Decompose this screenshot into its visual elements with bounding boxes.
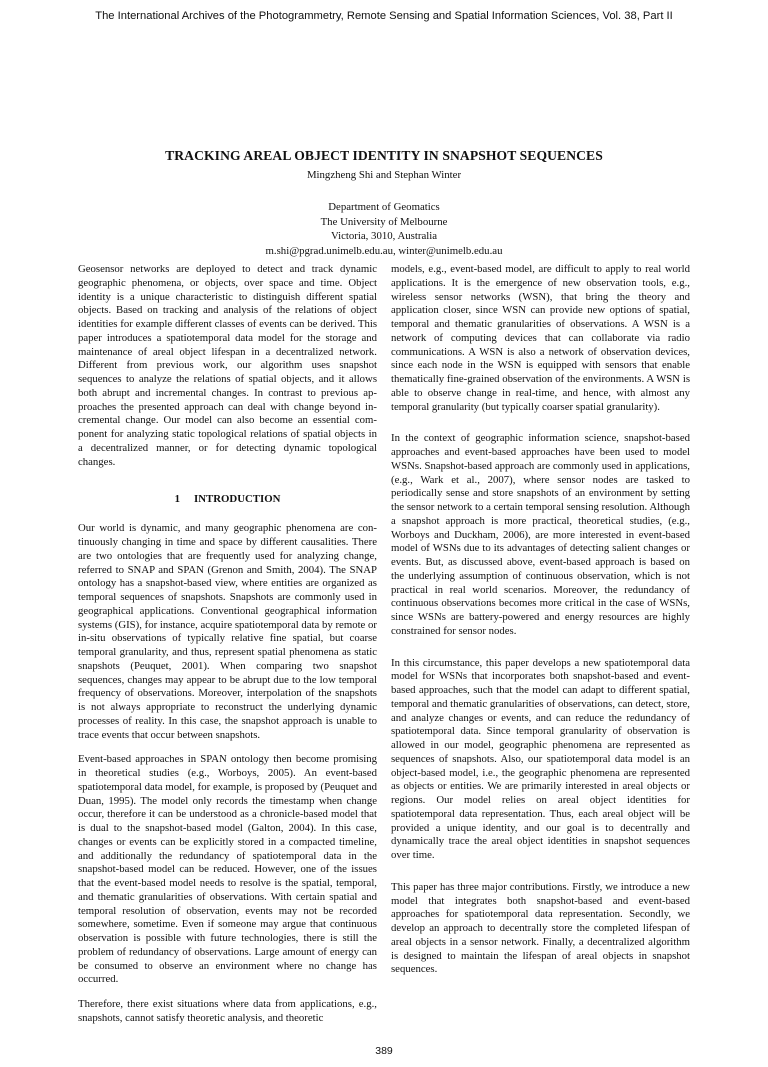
running-header: The International Archives of the Photogrammetry, Remote Sensing and Spatial Information Sciences, Vol. 38, Part II xyxy=(95,10,673,22)
affiliation-department: Department of Geomatics xyxy=(328,201,440,213)
intro-paragraph: In the context of geographic information science, snapshot-based approaches and event-based approaches have been used to model WSNs. Snapshot-based approach are commonly used in applications, (e.g., Wark et al., 2007), where sensor nodes are tasked to periodically sense and store snapshots of an environment by setting the sensor network to a certain temporal sensing resolution. Although a snapshot approach is more practical, theoretical studies, (e.g., Worboys and Duckham, 2006), are more interested in event-based model of WSNs due to its advantages of detecting salient changes or events. But, as discussed above, event-based approach is based on the underlying assumption of continuous observation, which is not practical in real world scenarios. Moreover, the redundancy of continuous observations becomes more critical in the case of WSNs, since WSNs are battery-powered and energy resources are highly constrained for sensor nodes. xyxy=(391,432,690,637)
affiliation-address: Victoria, 3010, Australia xyxy=(330,230,438,243)
paper-title: TRACKING AREAL OBJECT IDENTITY IN SNAPSHOT SEQUENCES xyxy=(165,148,603,163)
page-number: 389 xyxy=(375,1044,393,1057)
intro-paragraph: This paper has three major contributions. Firstly, we introduce a new model that integrates both snapshot-based and event-based approaches for spatiotemporal data representation. Secondly, we develop an approach to decentrally store the completed lifespan of areal objects in a sensor network. Finally, a decentralized algorithm is designed to maintain the lifespan of areal objects in snapshot sequences. xyxy=(391,880,690,976)
section-heading xyxy=(78,492,377,506)
intro-paragraph: Event-based approaches in SPAN ontology then become promising in theoretical studies (e.g., Worboys, 2005). An event-based spatiotemporal data model, for example, is proposed by (Peuquet and Duan, 1995). The model only records the timestamp when change occur, therefore it can be understood as a chronicle-based model that is dual to the snapshot-based model (Galton, 2004). In this case, changes or events can be explicitly stored in a compacted timeline, and additionally the redundancy of spatiotemporal data in the snapshot-based model can be reduced. However, one of the issues that the event-based model needs to resolve is the spatial, temporal, and thematic granularities of observations. With certain spatial and temporal resolution of observation, events may not be recorded somewhere, sometime. Even if someone may argue that continuous observation is possible with future technologies, there is still the problem of redundancy of observations. Large amount of energy can be consumed to observe an environment where no change has occurred. xyxy=(78,753,377,986)
left-column xyxy=(78,263,377,1037)
author-emails: m.shi@pgrad.unimelb.edu.au, winter@unimelb.edu.au xyxy=(265,244,503,257)
intro-paragraph: Therefore, there exist situations where data from applications, e.g., snapshots, cannot satisfy theoretic analysis, and theoretic xyxy=(78,998,377,1024)
abstract: Geosensor networks are deployed to detect and track dynamic geographic phenomena, or objects, over space and time. Object identity is a unique characteristic to distinguish different spatial objects. Based on tracking and analysis of the relations of object identities for example different classes of events can be derived. This paper introduces a spatiotemporal data model for the storage and maintenance of areal object lifespan in a decentralized network. Different from previous work, our algorithm uses snapshot sequences to analyze the relations of spatial objects, and it allows both abrupt and incremental changes. In contrast to previous approaches the presented approach can deal with change beyond incremental change. Our model can also become an essential component for analyzing static topological relations of spatial objects in a decentralized manner, or for detecting dynamic topological changes. xyxy=(78,263,377,468)
intro-paragraph: Our world is dynamic, and many geographic phenomena are continuously changing in time and space by different causalities. There are two ontologies that are frequently used for analyzing change, referred to SNAP and SPAN (Grenon and Smith, 2004). The SNAP ontology has a snapshot-based view, where entities are organized as temporal sequences of snapshots. Snapshots are commonly used in geographical applications. Conventional geographical information systems (GIS), for instance, acquire spatiotemporal data by remote or in-situ observations of typically relative fine spatial, but coarse temporal granularity, and thus, represent spatial phenomena as static snapshots (Peuquet, 2001). When comparing two snapshot sequences, changes may appear to be abrupt due to the low temporal frequency of observations. Moreover, interpolation of the snapshots is not always appropriate to reconstruct the underlying dynamic processes of reality. In this case, the snapshot approach is unable to trace events that occur between snapshots. xyxy=(78,522,377,741)
right-column xyxy=(391,263,690,1037)
affiliation-university: The University of Melbourne xyxy=(320,215,448,228)
intro-paragraph: models, e.g., event-based model, are difficult to apply to real world applications. It is the emergence of new observation tools, e.g., wireless sensor networks (WSN), that bring the theory and application closer, since WSN can provide new options of spatial, temporal and thematic granularities of observations. A WSN is a network of computing devices that can collaborate via radio communications. A WSN is also a network of observation devices, since each node in the WSN is equipped with sensors that enable thematically fine-grained observation of the environments. A WSN is able to observe change in real-time, and hence, with almost any temporal granularity (but typically coarser spatial granularity). xyxy=(391,263,690,413)
two-column-body xyxy=(0,263,768,1037)
intro-paragraph: In this circumstance, this paper develops a new spatiotemporal data model for WSNs that incorporates both snapshot-based and event-based approaches, such that the model can adapt to different spatial, temporal and thematic granularities of observations, can detect, store, and analyze changes or events, and can reduce the redundancy of spatiotemporal data. Since temporal granularity of observation is allowed in our model, geographic phenomena are represented as sequences of snapshots. Also, our spatiotemporal data model is an object-based model, i.e., the geographic phenomena are represented as objects or entities. We are primarily interested in areal objects or regions. Our model relies on areal object identities for spatiotemporal data representation. Thus, each areal object will be provided a unique identity, and our goal is to decentrally and dynamically trace the areal object identities in snapshot sequences over time. xyxy=(391,656,690,861)
section-title: INTRODUCTION xyxy=(194,493,281,506)
section-number: 1 xyxy=(174,493,180,506)
authors: Mingzheng Shi and Stephan Winter xyxy=(306,169,462,181)
